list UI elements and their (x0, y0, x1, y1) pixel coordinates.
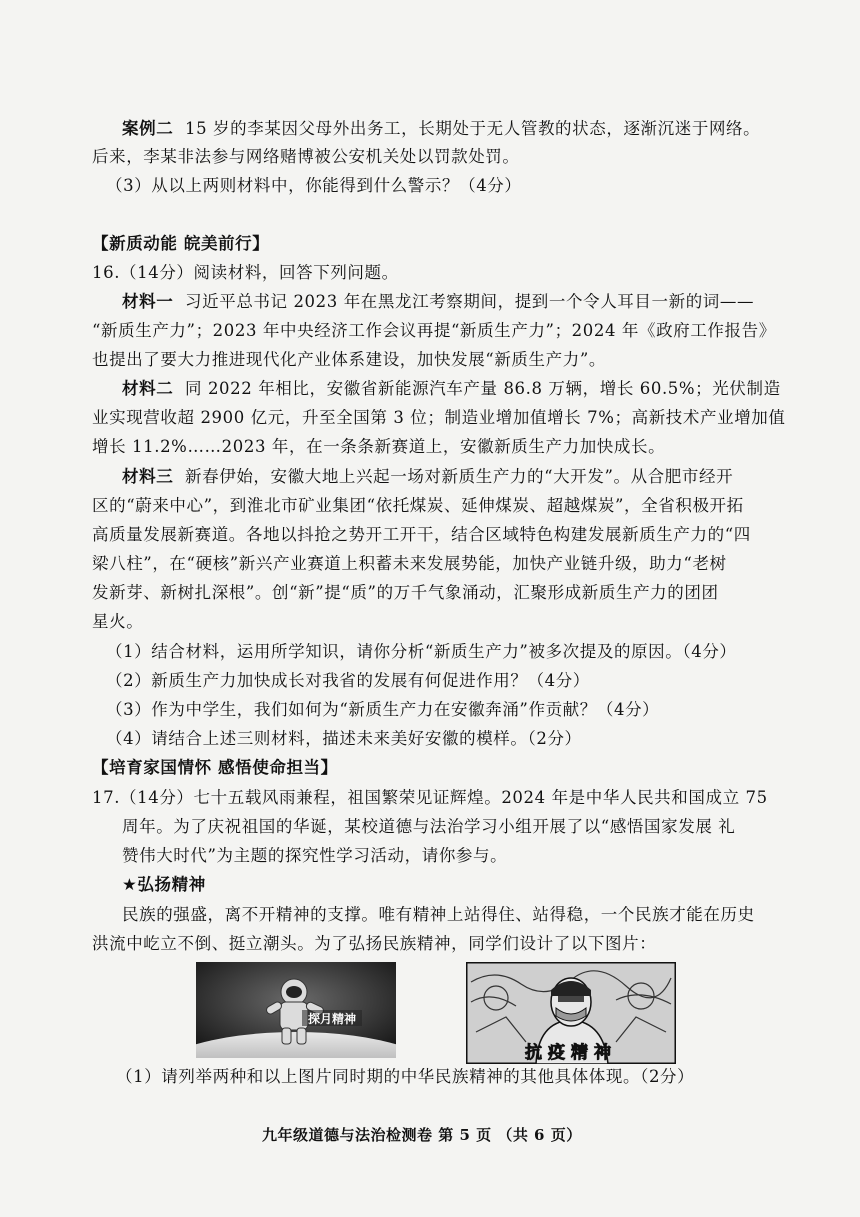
medical-worker-illustration (466, 962, 676, 1064)
material2-line3: 增长 11.2%……2023 年，在一条条新赛道上，安徽新质生产力加快成长。 (92, 437, 666, 456)
question-17-line1: 17.（14分）七十五载风雨兼程，祖国繁荣见证辉煌。2024 年是中华人民共和国成立 75 (92, 788, 768, 807)
spirit-subtitle: ★弘扬精神 (122, 875, 206, 894)
material2-line1 (122, 378, 781, 400)
question-17-1: （1）请列举两种和以上图片同时期的中华民族精神的其他具体体现。（2分） (116, 1067, 695, 1086)
material3-line2: 区的“蔚来中心”，到淮北市矿业集团“依托煤炭、延伸煤炭、超越煤炭”，全省积极开拓 (92, 496, 744, 515)
case2-label: 案例二 (122, 119, 174, 138)
material1-label: 材料一 (122, 292, 174, 311)
material1-line3: 也提出了要大力推进现代化产业体系建设，加快发展“新质生产力”。 (92, 350, 606, 369)
anti-epidemic-spirit-image (466, 962, 676, 1064)
lunar-spirit-caption: 探月精神 (307, 1012, 357, 1026)
case2-line2: 后来，李某非法参与网络赌博被公安机关处以罚款处罚。 (92, 147, 520, 166)
section-title-patriotism: 【培育家国情怀 感悟使命担当】 (92, 758, 338, 777)
question-16-2: （2）新质生产力加快成长对我省的发展有何促进作用？（4分） (106, 671, 590, 690)
question-17-line2: 周年。为了庆祝祖国的华诞，某校道德与法治学习小组开展了以“感悟国家发展 礼 (122, 817, 736, 836)
material3-line1 (122, 466, 733, 488)
material3-label: 材料三 (122, 467, 174, 486)
question-15-3: （3）从以上两则材料中，你能得到什么警示？（4分） (106, 176, 522, 195)
material2-text1: 同 2022 年相比，安徽省新能源汽车产量 86.8 万辆，增长 60.5%；光伏制造 (185, 379, 781, 398)
material1-text1: 习近平总书记 2023 年在黑龙江考察期间，提到一个令人耳目一新的词—— (185, 292, 755, 311)
section-title-new-quality: 【新质动能 皖美前行】 (92, 234, 270, 253)
question-16-4: （4）请结合上述三则材料，描述未来美好安徽的模样。（2分） (106, 729, 582, 748)
case2-text1: 15 岁的李某因父母外出务工，长期处于无人管教的状态，逐渐沉迷于网络。 (185, 119, 761, 138)
page-footer: 九年级道德与法治检测卷 第 5 页 （共 6 页） (262, 1126, 582, 1144)
material3-line6: 星火。 (92, 612, 144, 631)
material3-line4: 梁八柱”，在“硬核”新兴产业赛道上积蓄未来发展势能，加快产业链升级，助力“老树 (92, 554, 727, 573)
astronaut-illustration (196, 962, 396, 1058)
material1-line2: “新质生产力”；2023 年中央经济工作会议再提“新质生产力”；2024 年《政府工作报告》 (92, 321, 776, 340)
material3-line5: 发新芽、新树扎深根”。创“新”提“质”的万千气象涌动，汇聚形成新质生产力的团团 (92, 583, 719, 602)
question-16-1: （1）结合材料，运用所学知识，请你分析“新质生产力”被多次提及的原因。（4分） (106, 642, 737, 661)
question-16-3: （3）作为中学生，我们如何为“新质生产力在安徽奔涌”作贡献？（4分） (106, 700, 660, 719)
material1-line1 (122, 291, 754, 313)
spirit-paragraph-line1: 民族的强盛，离不开精神的支撑。唯有精神上站得住、站得稳，一个民族才能在历史 (122, 905, 755, 924)
question-16-stem: 16.（14分）阅读材料，回答下列问题。 (92, 263, 399, 282)
material3-line3: 高质量发展新赛道。各地以抖抢之势开工开干，结合区域特色构建发展新质生产力的“四 (92, 525, 751, 544)
spirit-paragraph-line2: 洪流中屹立不倒、挺立潮头。为了弘扬民族精神，同学们设计了以下图片： (92, 934, 657, 953)
material3-text1: 新春伊始，安徽大地上兴起一场对新质生产力的“大开发”。从合肥市经开 (185, 467, 734, 486)
case2-line1 (122, 118, 760, 140)
material2-label: 材料二 (122, 379, 174, 398)
lunar-spirit-image (196, 962, 396, 1058)
anti-epidemic-caption: 抗疫精神 (525, 1043, 617, 1063)
question-17-line3: 赞伟大时代”为主题的探究性学习活动，请你参与。 (122, 846, 508, 865)
material2-line2: 业实现营收超 2900 亿元，升至全国第 3 位；制造业增加值增长 7%；高新技术产业增加值 (92, 408, 786, 427)
